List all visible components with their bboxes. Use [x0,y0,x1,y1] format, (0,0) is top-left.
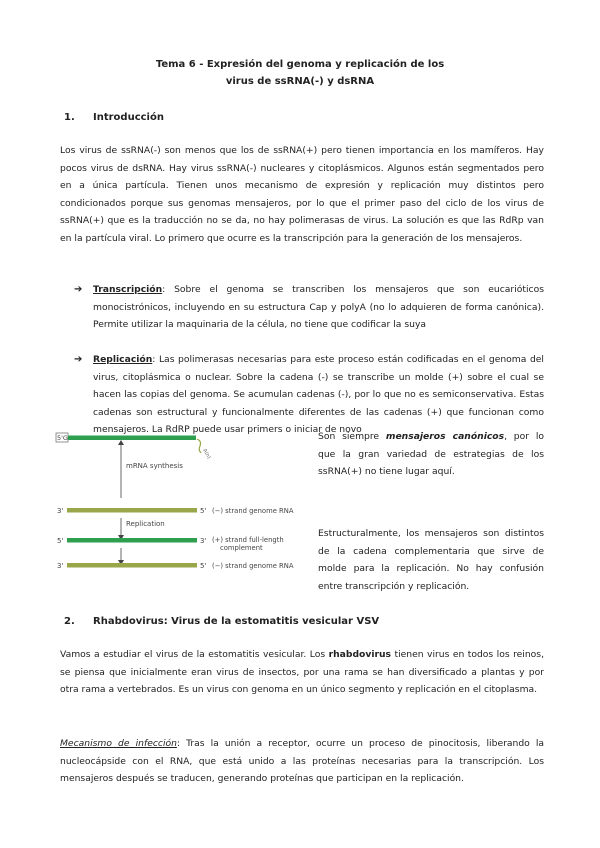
infection-paragraph [60,735,544,788]
strand-1-bar [67,508,197,513]
side-paragraph-1 [318,428,544,481]
strand-2-bar [67,538,197,543]
polya-tail-icon [197,439,201,453]
strand-3-5-prime: 5' [200,562,207,570]
strand-3-label: (−) strand genome RNA [212,562,294,570]
strand-2-label-line-1: (+) strand full-length [212,536,284,544]
mecanismo-de-infeccion-term: Mecanismo de infección [60,738,177,749]
bullet-replicacion [74,351,544,439]
strand-1-5-prime: 5' [200,507,207,515]
bullet-replicacion-text [93,351,544,439]
intro-paragraph: Los virus de ssRNA(-) son menos que los de ssRNA(+) pero tienen importancia en los mamíferos. Hay pocos virus de dsRNA. Hay virus ssRNA(-) nucleares y citoplásmicos. Algunos están segmentados pero en a única partícula. Tienen unos mecanismo de expresión y replicación muy distintos pero condicionados porque sus genomas mensajeros, por lo que el primer paso del ciclo de los virus de ssRNA(+) que es la traducción no se da, no hay polimerasas de virus. La solución es que las RdRp van en la partícula viral. Lo primero que ocurre es la transcripción para la generación de los mensajeros. [60,145,544,244]
arrow-icon: ➔ [74,354,83,365]
term-replicacion: Replicación [93,354,153,365]
strand-3-bar [67,563,197,568]
rhabdovirus-paragraph [60,646,544,699]
rhabdovirus-term: rhabdovirus [328,649,392,660]
polya-label: A(n) [201,448,212,461]
side-p1-prefix: Son siempre [318,431,386,442]
strand-1-3-prime: 3' [57,507,64,515]
bullet-transcripcion-text [93,281,544,334]
rna-replication-diagram [54,428,314,578]
replicacion-description: : Las polimerasas necesarias para este proceso están codificadas en el genoma del virus, citoplásmica o nuclear. Sobre la cadena (-) se transcribe un molde (+) sobre el cual se hacen las copias del genoma. Se acumulan cadenas (-), por lo que no es semiconservativa. Estas cadenas son estructural y funcionalmente diferentes de las cadenas (+) que funcionan como mensajeros. La RdRP puede usar primers o iniciar de novo [93,354,544,436]
mensajeros-canonicos: mensajeros canónicos [385,431,505,442]
section-2-heading [64,614,379,629]
document-title-line-2: virus de ssRNA(-) y dsRNA [225,76,375,87]
strand-2-5-prime: 5' [57,537,64,545]
section-1-number: 1. [64,112,75,123]
strand-2-label-line-2: complement [220,544,263,552]
strand-1-label: (−) strand genome RNA [212,507,294,515]
strand-3-3-prime: 3' [57,562,64,570]
bullet-transcripcion [74,281,544,334]
transcripcion-description: : Sobre el genoma se transcriben los mensajeros que son eucarióticos monocistrónicos, incluyendo en su estructura Cap y polyA (no lo adquieren de forma canónica). Permite utilizar la maquinaria de la célula, no tiene que codificar la suya [93,284,544,331]
mrna-synthesis-label: mRNA synthesis [126,462,183,470]
infection-description: : Tras la unión a receptor, ocurre un proceso de pinocitosis, liberando la nucleocápside con el RNA, que está unido a las proteínas necesarias para la transcripción. Los mensajeros después se traducen, generando proteínas que participan en la replicación. [60,738,545,785]
cap-label: 5'G [57,434,68,442]
document-title-line-1: Tema 6 - Expresión del genoma y replicación de los [155,59,445,70]
strand-2-3-prime: 3' [200,537,207,545]
replication-label: Replication [126,520,165,528]
arrow-icon: ➔ [74,284,83,295]
section-1-heading [64,110,164,125]
section-2-title: Rhabdovirus: Virus de la estomatitis vesicular VSV [93,616,380,627]
side-paragraph-2: Estructuralmente, los mensajeros son distintos de la cadena complementaria que sirve de molde para la replicación. No hay confusión entre transcripción y replicación. [318,528,544,592]
rhabdo-p1-suffix: tienen virus en todos los reinos, se piensa que inicialmente eran virus de insectos, por una rama se han diversificado a plantas y por otra rama a vertebrados. Es un virus con genoma en un único segmento y replicación en el citoplasma. [60,649,544,696]
rhabdo-p1-prefix: Vamos a estudiar el virus de la estomatitis vesicular. Los [60,649,329,660]
arrow-up-icon [118,440,124,445]
side-p1-suffix: , por lo que la gran variedad de estrategias de los ssRNA(+) no tiene lugar aquí. [318,431,544,478]
mrna-strand [68,436,196,441]
term-transcripcion: Transcripción [93,284,163,295]
section-2-number: 2. [64,616,75,627]
section-1-title: Introducción [93,112,164,123]
